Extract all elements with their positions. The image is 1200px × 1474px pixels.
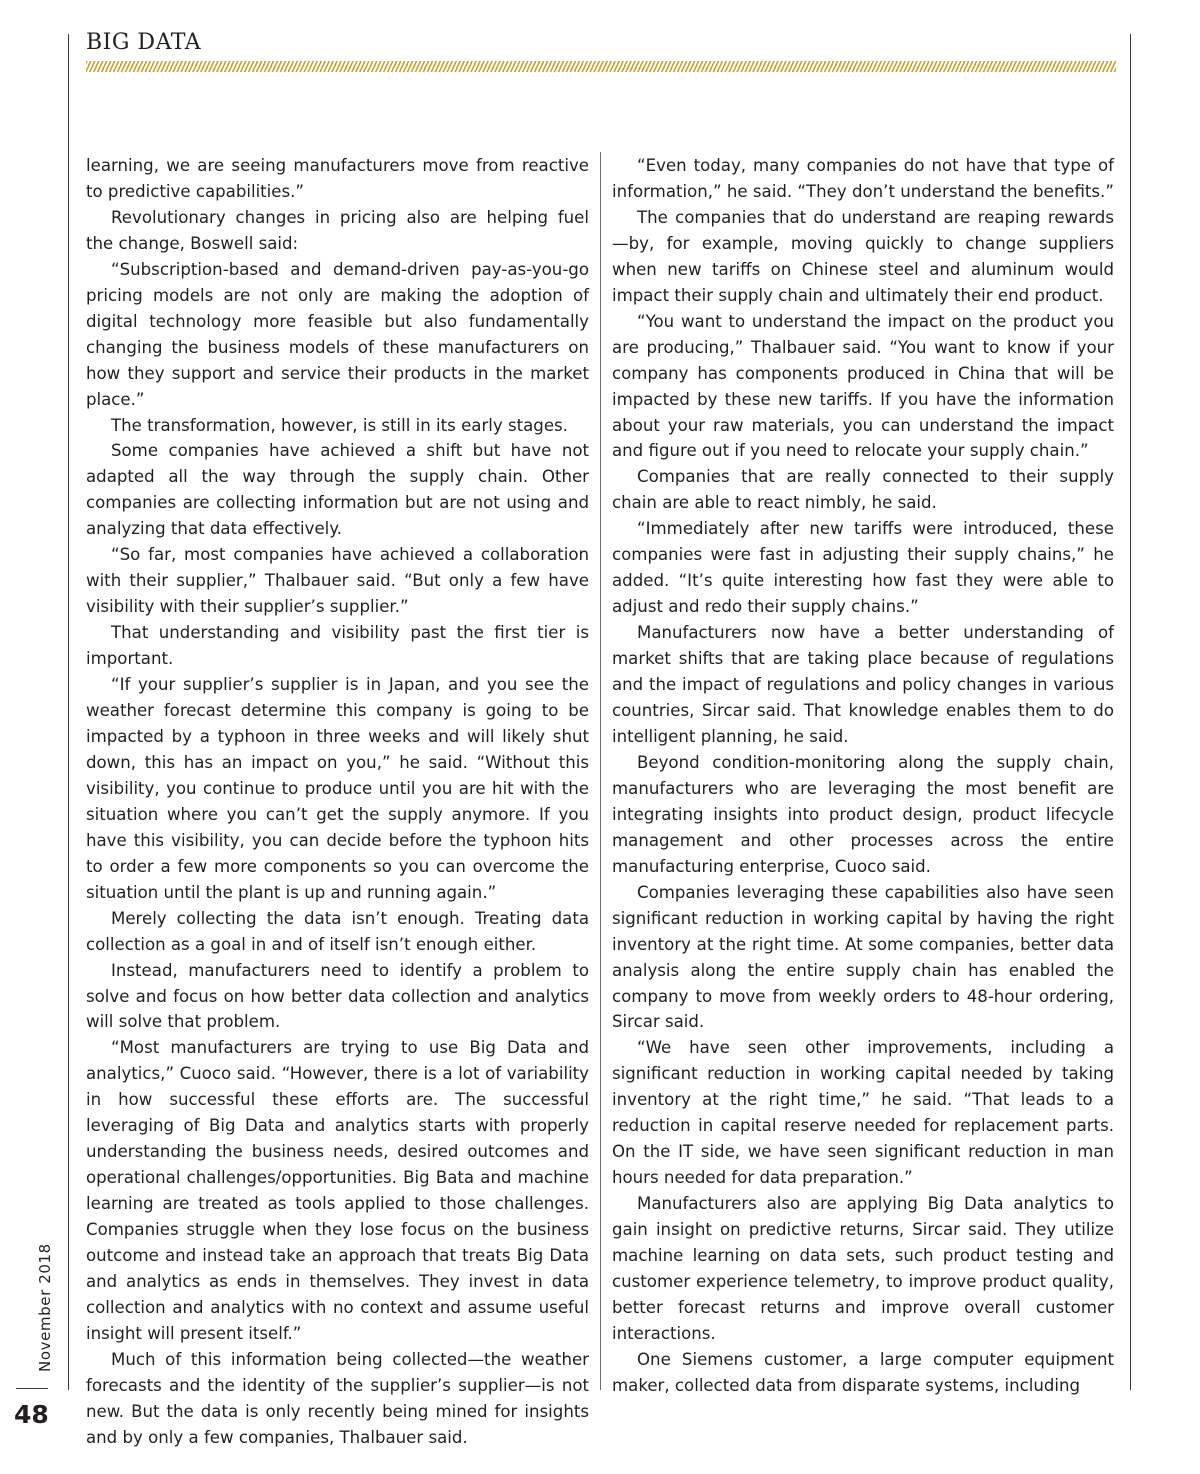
paragraph: The companies that do understand are reaping rewards—by, for example, moving quickly to change suppliers when new tariffs on Chinese steel and aluminum would impact their supply chain and ultimately their end product. <box>612 207 1114 305</box>
header-hatch-band <box>86 61 1116 72</box>
page-right-rule <box>1130 34 1131 1390</box>
paragraph: Manufacturers also are applying Big Data analytics to gain insight on predictive returns, Sircar said. They utilize machine learning on data sets, such product testing and customer experience telemetry, to improve product quality, better forecast returns and improve overall customer interactions. <box>612 1194 1114 1343</box>
page-left-rule <box>68 34 69 1390</box>
footer-rule <box>16 1388 48 1389</box>
paragraph: Much of this information being collected—the weather forecasts and the identity of the supplier’s supplier—is not new. But the data is only recently being mined for insights and by only a few companies, Thalbauer said. <box>86 1349 589 1447</box>
paragraph: “We have seen other improvements, including a significant reduction in working capital needed by taking inventory at the right time,” he said. “That leads to a reduction in capital reserve needed for replacement parts. On the IT side, we have seen significant reduction in man hours needed for data preparation.” <box>612 1038 1114 1188</box>
paragraph: “Immediately after new tariffs were introduced, these companies were fast in adjusting their supply chains,” he added. “It’s quite interesting how fast they were able to adjust and redo their supply chains.” <box>612 519 1114 617</box>
paragraph: Merely collecting the data isn’t enough. Treating data collection as a goal in and of itself isn’t enough either. <box>86 908 589 954</box>
paragraph: One Siemens customer, a large computer equipment maker, collected data from disparate systems, including <box>612 1349 1114 1395</box>
paragraph: “Even today, many companies do not have that type of information,” he said. “They don’t understand the benefits.” <box>612 156 1114 201</box>
paragraph: The transformation, however, is still in its early stages. <box>111 415 568 435</box>
column-divider <box>600 152 601 1390</box>
section-title: BIG DATA <box>86 30 202 55</box>
paragraph: “Most manufacturers are trying to use Big Data and analytics,” Cuoco said. “However, there is a lot of variability in how successful these efforts are. The successful leveraging of Big Data and analytics starts with properly understanding the business needs, desired outcomes and operational challenges/opportunities. Big Bata and machine learning are treated as tools applied to those challenges. Companies struggle when they lose focus on the business outcome and instead take an approach that treats Big Data and analytics as ends in themselves. They invest in data collection and analytics with no context and assume useful insight will present itself.” <box>86 1038 589 1343</box>
paragraph: “So far, most companies have achieved a collaboration with their supplier,” Thalbauer said. “But only a few have visibility with their supplier’s supplier.” <box>86 545 589 617</box>
article-column-left <box>86 153 589 1451</box>
paragraph: Revolutionary changes in pricing also are helping fuel the change, Boswell said: <box>86 207 589 253</box>
paragraph: learning, we are seeing manufacturers move from reactive to predictive capabilities.” <box>86 156 589 201</box>
paragraph: Some companies have achieved a shift but have not adapted all the way through the supply chain. Other companies are collecting information but are not using and analyzing that data effectively. <box>86 441 589 539</box>
article-column-right <box>612 153 1114 1399</box>
paragraph: “You want to understand the impact on the product you are producing,” Thalbauer said. “You want to know if your company has components produced in China that will be impacted by these new tariffs. If you have the information about your raw materials, you can understand the impact and figure out if you need to relocate your supply chain.” <box>612 311 1114 461</box>
paragraph: Instead, manufacturers need to identify a problem to solve and focus on how better data collection and analytics will solve that problem. <box>86 960 589 1032</box>
paragraph: Manufacturers now have a better understanding of market shifts that are taking place because of regulations and the impact of regulations and policy changes in various countries, Sircar said. That knowledge enables them to do intelligent planning, he said. <box>612 623 1114 746</box>
paragraph: Companies leveraging these capabilities also have seen significant reduction in working capital by having the right inventory at the right time. At some companies, better data analysis along the entire supply chain has enabled the company to move from weekly orders to 48-hour ordering, Sircar said. <box>612 882 1114 1032</box>
paragraph: Companies that are really connected to their supply chain are able to react nimbly, he said. <box>612 467 1114 513</box>
paragraph: That understanding and visibility past the first tier is important. <box>86 623 589 669</box>
issue-date: November 2018 <box>36 1243 54 1372</box>
page-number: 48 <box>14 1400 49 1429</box>
paragraph: Beyond condition-monitoring along the supply chain, manufacturers who are leveraging the most benefit are integrating insights into product design, product lifecycle management and other processes across the entire manufacturing enterprise, Cuoco said. <box>612 752 1114 876</box>
paragraph: “If your supplier’s supplier is in Japan, and you see the weather forecast determine this company is going to be impacted by a typhoon in three weeks and will likely shut down, this has an impact on you,” he said. “Without this visibility, you continue to produce until you are hit with the situation where you can’t get the supply anymore. If you have this visibility, you can decide before the typhoon hits to order a few more components so you can overcome the situation until the plant is up and running again.” <box>86 675 589 902</box>
paragraph: “Subscription-based and demand-driven pay-as-you-go pricing models are not only are making the adoption of digital technology more feasible but also fundamentally changing the business models of these manufacturers on how they support and service their products in the market place.” <box>86 259 589 409</box>
